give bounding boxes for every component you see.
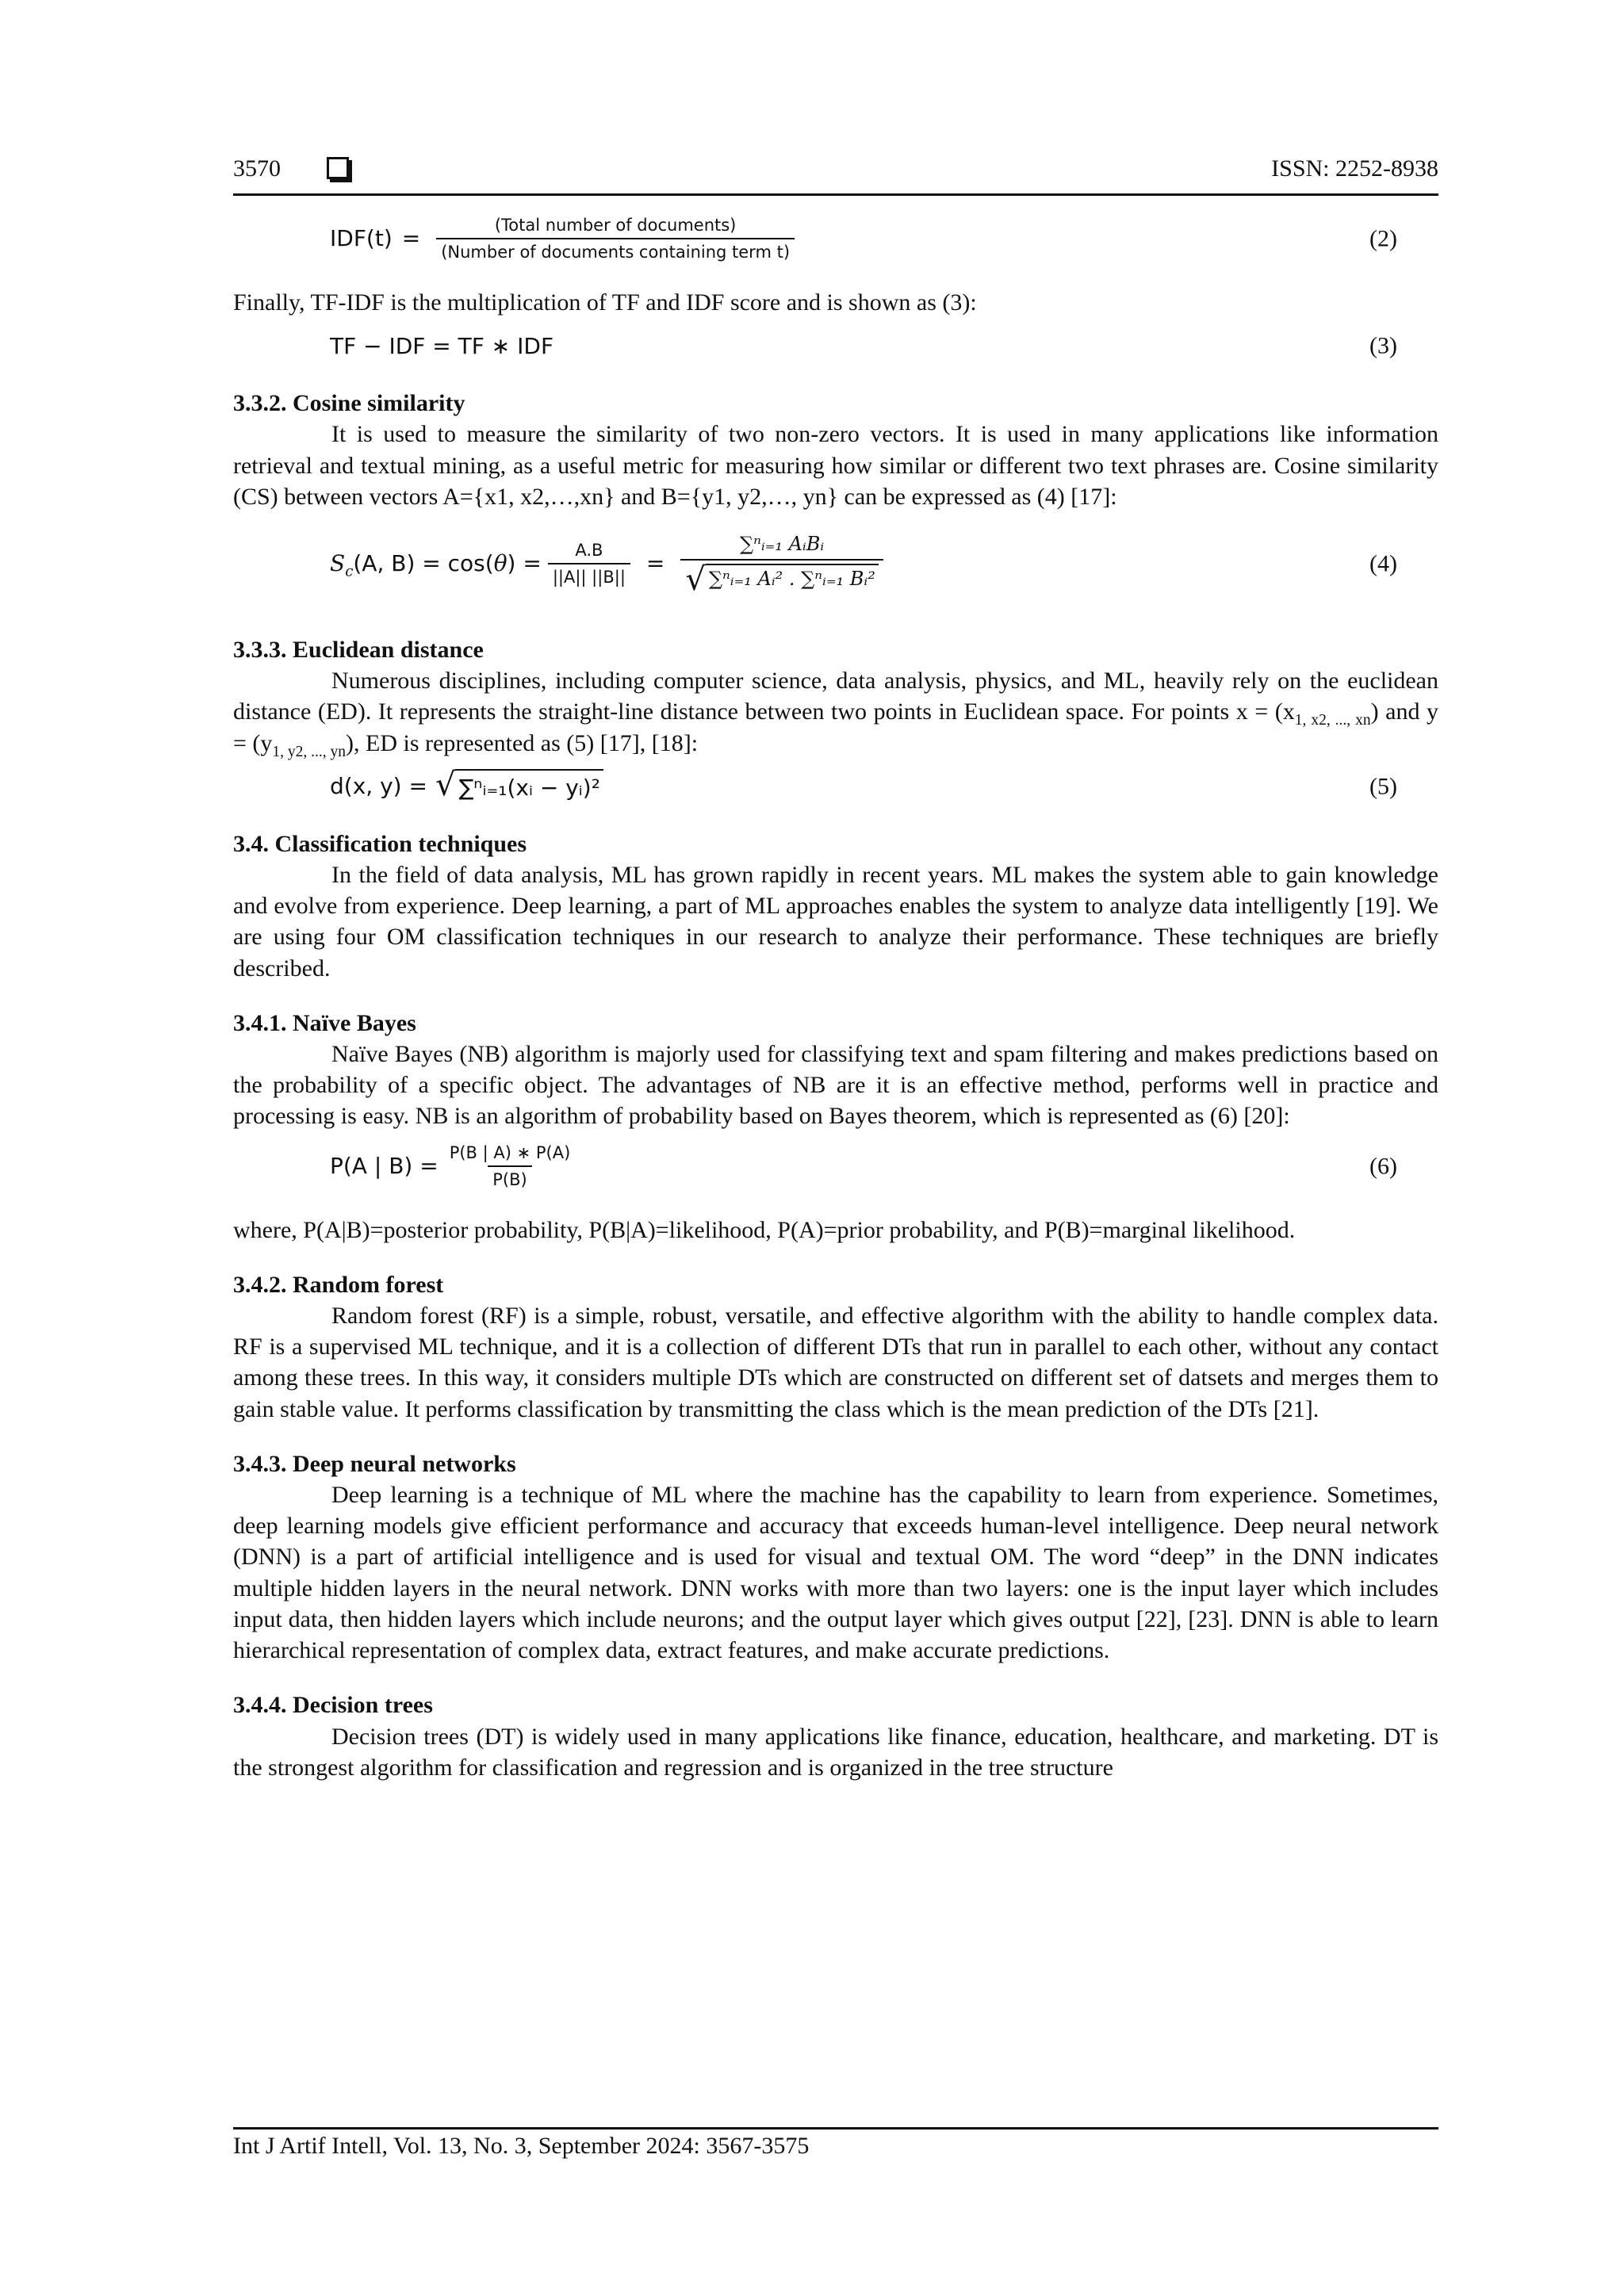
eq2-equals: = [401, 225, 421, 252]
equation-number: (6) [1369, 1153, 1397, 1180]
equation-4 [233, 512, 1438, 615]
eq6-fraction: $\frac{P(B | A) ∗ P(A)}{P(B)}$ [449, 1142, 571, 1189]
eq5-lhs: d(x, y) = [330, 773, 427, 800]
section-heading: 3.4. Classification techniques [233, 830, 527, 857]
square-bullet-icon [327, 157, 349, 179]
eq2-lhs: IDF(t) [330, 225, 393, 252]
eq3-body: TF − IDF = TF ∗ IDF [330, 332, 554, 359]
eq4-equals: = [645, 550, 665, 577]
equation-number: (3) [1369, 332, 1397, 359]
eq4-fraction-1: $\frac{A.B}{||A|| ||B||}$ [548, 541, 630, 587]
paragraph: It is used to measure the similarity of two non-zero vectors. It is used in many applications like information retrieval and textual mining, as a useful metric for measuring how similar or different two text phrases are. Cosine similarity (CS) between vectors A={x1, x2,…,xn} and B={y1, y2,…, yn} can be expressed as (4) [17]: [233, 421, 1438, 510]
equation-number: (5) [1369, 773, 1397, 800]
paragraph: In the field of data analysis, ML has grown rapidly in recent years. ML makes the system able to gain knowledge and evolve from experience. Deep learning, a part of ML approaches enables the system to analyze data intelligently [19]. We are using four OM classification techniques in our research to analyze their performance. These techniques are briefly described. [233, 862, 1438, 982]
paragraph: Random forest (RF) is a simple, robust, versatile, and effective algorithm with the ability to handle complex data. RF is a supervised ML technique, and it is a collection of different DTs that run in parallel to each other, without any contact among these trees. In this way, it considers multiple DTs which are constructed on different set of datsets and merges them to gain stable value. It performs classification by transmitting the class which is the mean prediction of the DTs [21]. [233, 1303, 1438, 1422]
issn: ISSN: 2252-8938 [1271, 155, 1438, 182]
page-header [233, 155, 1438, 193]
section-heading: 3.4.4. Decision trees [233, 1692, 433, 1719]
paragraph: Decision trees (DT) is widely used in many applications like finance, education, healthcare, and marketing. DT is the strongest algorithm for classification and regression and is organized in the tree structure [233, 1723, 1438, 1781]
paragraph: Naïve Bayes (NB) algorithm is majorly used for classifying text and spam filtering and makes predictions based on the probability of a specific object. The advantages of NB are it is an effective method, performs well in practice and processing is easy. NB is an algorithm of probability based on Bayes theorem, which is represented as (6) [20]: [233, 1041, 1438, 1130]
paragraph: Deep learning is a technique of ML where the machine has the capability to learn from experience. Sometimes, deep learning models give efficient performance and accuracy that exceeds human-level intelligence. Deep neural network (DNN) is a part of artificial intelligence and is used for visual and textual OM. The word “deep” in the DNN indicates multiple hidden layers in the neural network. DNN works with more than two layers: one is the input layer which includes input data, then hidden layers which include neurons; and the output layer which gives output [22], [23]. DNN is able to learn hierarchical representation of complex data, extract features, and make accurate predictions. [233, 1482, 1438, 1664]
section-heading: 3.4.3. Deep neural networks [233, 1450, 516, 1477]
eq4-theta: θ [493, 550, 508, 577]
eq5-body: ∑ⁿᵢ₌₁(xᵢ − yᵢ)² [455, 769, 603, 803]
eq4-fraction-2: ∑ⁿᵢ₌₁ AᵢBᵢ √ ∑ⁿᵢ₌₁ Aᵢ² . ∑ⁿᵢ₌₁ Bᵢ² [680, 532, 883, 595]
eq4-args: (A, B) = cos( [353, 550, 494, 577]
section-heading: 3.3.3. Euclidean distance [233, 637, 484, 664]
eq2-denominator: (Number of documents containing term t) [436, 238, 795, 262]
sqrt-sign: √ ∑ⁿᵢ₌₁(xᵢ − yᵢ)² [435, 769, 603, 803]
eq4-close: ) = [507, 550, 542, 577]
page-footer: Int J Artif Intell, Vol. 13, No. 3, September 2024: 3567-3575 [233, 2133, 810, 2159]
eq2-numerator: (Total number of documents) [494, 216, 737, 235]
eq6-lhs: P(A | B) = [330, 1153, 439, 1180]
page-number: 3570 [233, 155, 281, 182]
equation-3 [233, 318, 1438, 373]
equation-number: (4) [1369, 550, 1397, 577]
paragraph: Finally, TF-IDF is the multiplication of TF and IDF score and is shown as (3): [233, 289, 977, 316]
section-heading: 3.4.1. Naïve Bayes [233, 1009, 416, 1036]
sqrt-sign: √ ∑ⁿᵢ₌₁ Aᵢ² . ∑ⁿᵢ₌₁ Bᵢ² [685, 564, 878, 595]
equation-2 [233, 205, 1438, 273]
footer-rule [233, 2127, 1438, 2130]
header-rule [233, 193, 1438, 196]
eq4-lhs: $S_c$ [330, 550, 354, 580]
paragraph: Numerous disciplines, including computer science, data analysis, physics, and ML, heavily rely on the euclidean distance (ED). It represents the straight-line distance between two points in Euclidean space. For points $x = (x_{1, x2, ..., xn})$ and $y = (y_{1, y2, ..., yn})$, ED is represented as (5) [17], [18]: [233, 668, 1439, 760]
eq2-fraction [436, 216, 795, 262]
equation-number: (2) [1369, 225, 1397, 252]
section-heading: 3.3.2. Cosine similarity [233, 390, 465, 417]
paragraph: where, P(A|B)=posterior probability, P(B|A)=likelihood, P(A)=prior probability, and P(B)=marginal likelihood. [233, 1216, 1296, 1243]
equation-5 [233, 759, 1438, 814]
equation-6 [233, 1132, 1438, 1200]
main-content [233, 205, 1438, 1783]
section-heading: 3.4.2. Random forest [233, 1271, 444, 1298]
